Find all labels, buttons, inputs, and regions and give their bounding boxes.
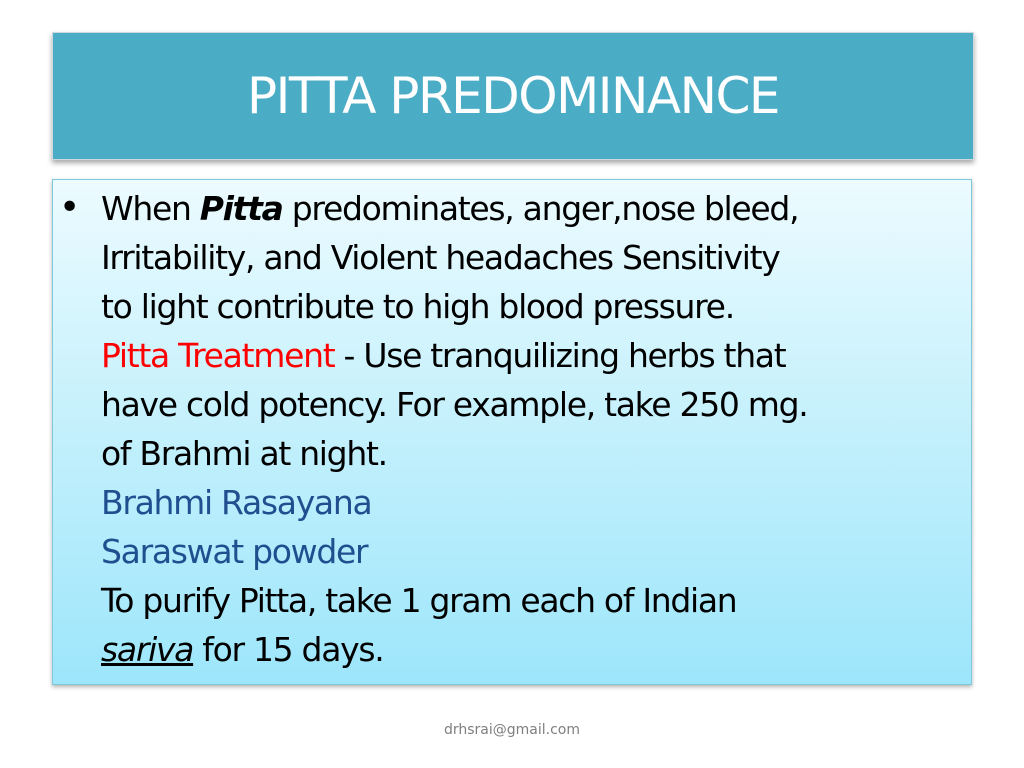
text-line-1 bbox=[101, 184, 969, 233]
text-line-10 bbox=[101, 625, 969, 674]
text-line-2: Irritability, and Violent headaches Sensitivity bbox=[101, 238, 780, 277]
sariva-emphasis: sariva bbox=[101, 630, 194, 669]
footer-email: drhsrai@gmail.com bbox=[443, 722, 581, 738]
brahmi-rasayana-item: Brahmi Rasayana bbox=[101, 483, 372, 522]
pitta-treatment-label: Pitta Treatment bbox=[101, 336, 335, 375]
pitta-emphasis: Pitta bbox=[199, 189, 283, 228]
bullet-icon: • bbox=[59, 187, 81, 228]
line1-post: predominates, anger,nose bleed, bbox=[282, 189, 799, 228]
text-line-9: To purify Pitta, take 1 gram each of Indian bbox=[101, 581, 737, 620]
text-line-3: to light contribute to high blood pressure. bbox=[101, 287, 734, 326]
saraswat-powder-item: Saraswat powder bbox=[101, 532, 368, 571]
title-banner bbox=[52, 32, 974, 160]
slide-title: PITTA PREDOMINANCE bbox=[246, 67, 780, 125]
bullet-text bbox=[101, 184, 969, 674]
text-line-5: have cold potency. For example, take 250 mg. bbox=[101, 385, 808, 424]
line10-post: for 15 days. bbox=[193, 630, 384, 669]
text-line-6: of Brahmi at night. bbox=[101, 434, 387, 473]
line1-pre: When bbox=[101, 189, 200, 228]
text-line-4 bbox=[101, 331, 969, 380]
line4-post: - Use tranquilizing herbs that bbox=[334, 336, 786, 375]
content-box bbox=[52, 179, 972, 685]
